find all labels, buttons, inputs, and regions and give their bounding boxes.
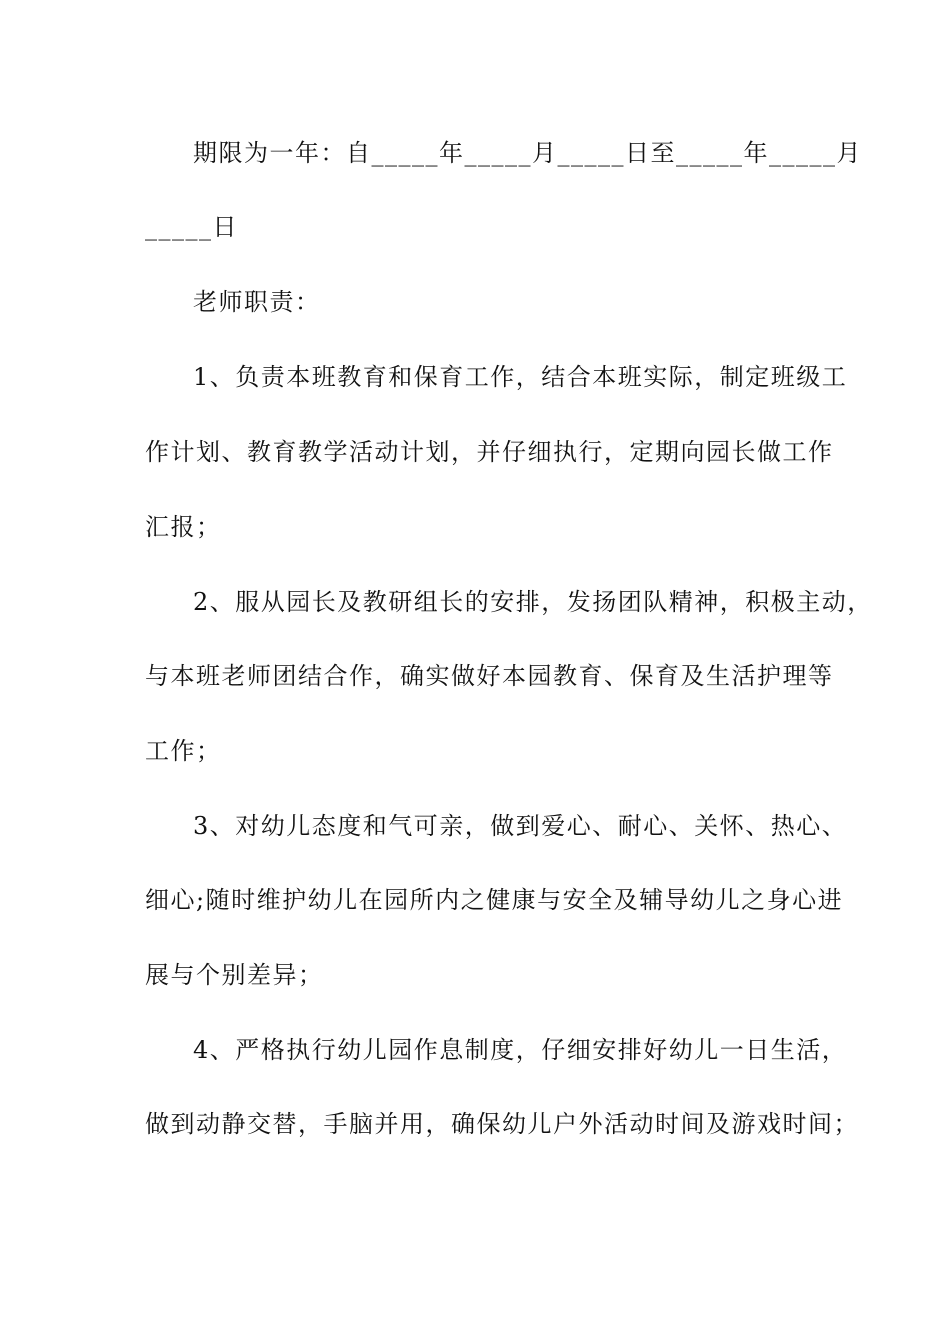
duty-3-line-1: 3、对幼儿态度和气可亲，做到爱心、耐心、关怀、热心、 [193, 812, 848, 840]
term-line-continued: _____日 [145, 213, 238, 241]
duty-4-line-2: 做到动静交替，手脑并用，确保幼儿户外活动时间及游戏时间； [145, 1110, 859, 1138]
duty-2-line-3: 工作； [145, 737, 222, 765]
duty-1-line-1: 1、负责本班教育和保育工作，结合本班实际，制定班级工 [193, 363, 848, 391]
duty-3-line-2: 细心;随时维护幼儿在园所内之健康与安全及辅导幼儿之身心进 [145, 886, 844, 914]
duty-4-line-1: 4、严格执行幼儿园作息制度，仔细安排好幼儿一日生活， [193, 1036, 848, 1064]
duty-1-line-2: 作计划、教育教学活动计划，并仔细执行，定期向园长做工作 [145, 438, 834, 466]
section-heading: 老师职责： [193, 288, 321, 316]
duty-2-line-1: 2、服从园长及教研组长的安排，发扬团队精神，积极主动， [193, 588, 873, 616]
duty-1-line-3: 汇报； [145, 513, 222, 541]
term-line: 期限为一年：自_____年_____月_____日至_____年_____月 [193, 139, 862, 167]
duty-3-line-3: 展与个别差异； [145, 961, 324, 989]
duty-2-line-2: 与本班老师团结合作，确实做好本园教育、保育及生活护理等 [145, 662, 834, 690]
